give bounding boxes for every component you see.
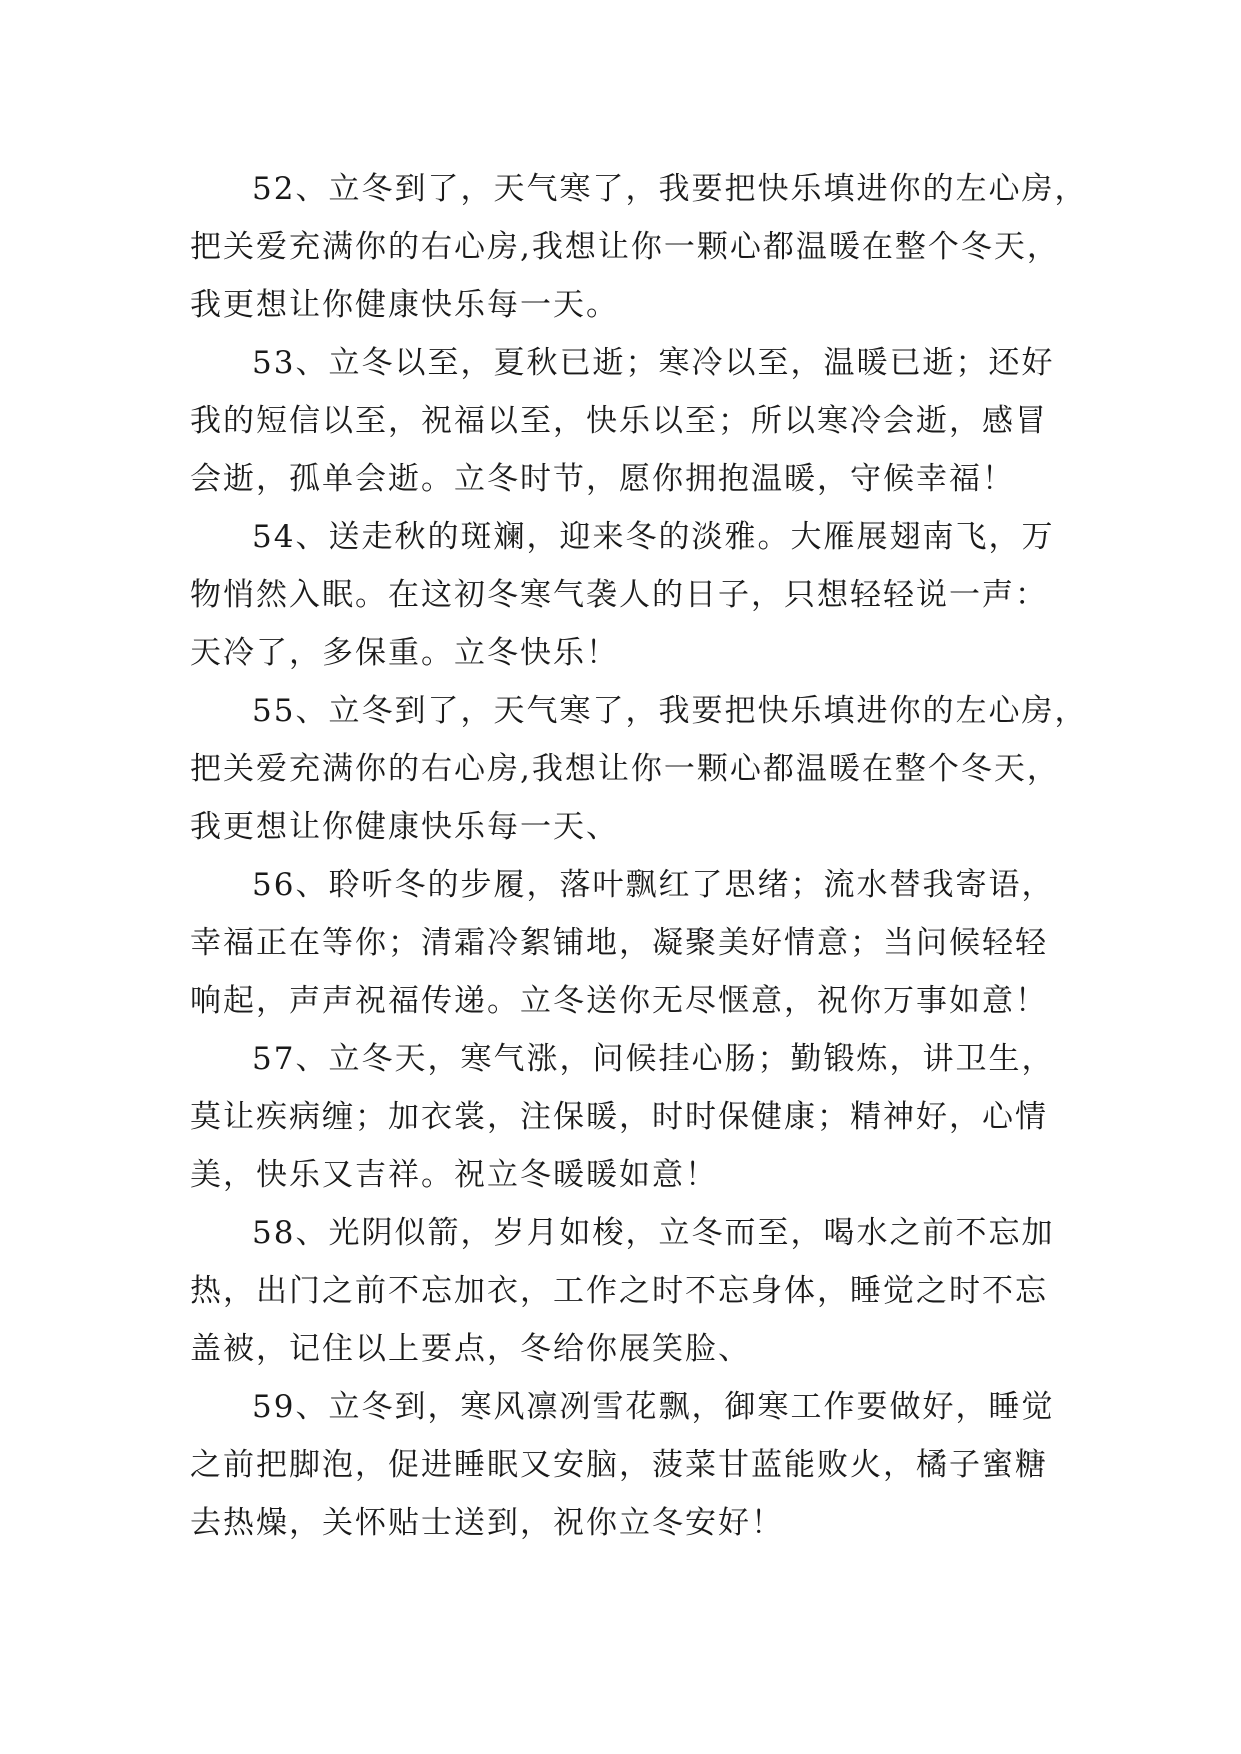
paragraph-53 bbox=[190, 334, 1090, 508]
paragraph-line: 幸福正在等你；清霜冷絮铺地，凝聚美好情意；当问候轻轻 bbox=[190, 925, 1048, 961]
paragraph-line: 53、立冬以至，夏秋已逝；寒冷以至，温暖已逝；还好 bbox=[252, 345, 1055, 381]
paragraph-52 bbox=[190, 160, 1090, 334]
paragraph-line: 把关爱充满你的右心房,我想让你一颗心都温暖在整个冬天， bbox=[190, 751, 1060, 787]
paragraph-line: 58、光阴似箭，岁月如梭，立冬而至，喝水之前不忘加 bbox=[252, 1215, 1055, 1251]
paragraph-line: 我更想让你健康快乐每一天。 bbox=[190, 287, 619, 323]
paragraph-59 bbox=[190, 1378, 1090, 1552]
paragraph-line: 热，出门之前不忘加衣，工作之时不忘身体，睡觉之时不忘 bbox=[190, 1273, 1048, 1309]
paragraph-line: 55、立冬到了，天气寒了，我要把快乐填进你的左心房， bbox=[252, 693, 1088, 729]
paragraph-line: 59、立冬到，寒风凛冽雪花飘，御寒工作要做好，睡觉 bbox=[252, 1389, 1055, 1425]
paragraph-line: 56、聆听冬的步履，落叶飘红了思绪；流水替我寄语， bbox=[252, 867, 1055, 903]
document-body bbox=[190, 160, 1090, 1552]
paragraph-58 bbox=[190, 1204, 1090, 1378]
paragraph-line: 去热燥，关怀贴士送到，祝你立冬安好！ bbox=[190, 1505, 784, 1541]
paragraph-line: 之前把脚泡，促进睡眠又安脑，菠菜甘蓝能败火，橘子蜜糖 bbox=[190, 1447, 1048, 1483]
paragraph-line: 我更想让你健康快乐每一天、 bbox=[190, 809, 619, 845]
paragraph-line: 天冷了，多保重。立冬快乐！ bbox=[190, 635, 619, 671]
paragraph-55 bbox=[190, 682, 1090, 856]
paragraph-line: 我的短信以至，祝福以至，快乐以至；所以寒冷会逝，感冒 bbox=[190, 403, 1048, 439]
paragraph-54 bbox=[190, 508, 1090, 682]
paragraph-56 bbox=[190, 856, 1090, 1030]
paragraph-line: 会逝，孤单会逝。立冬时节，愿你拥抱温暖，守候幸福！ bbox=[190, 461, 1015, 497]
paragraph-line: 把关爱充满你的右心房,我想让你一颗心都温暖在整个冬天， bbox=[190, 229, 1060, 265]
paragraph-57 bbox=[190, 1030, 1090, 1204]
paragraph-line: 52、立冬到了，天气寒了，我要把快乐填进你的左心房， bbox=[252, 171, 1088, 207]
paragraph-line: 盖被，记住以上要点，冬给你展笑脸、 bbox=[190, 1331, 751, 1367]
paragraph-line: 莫让疾病缠；加衣裳，注保暖，时时保健康；精神好，心情 bbox=[190, 1099, 1048, 1135]
paragraph-line: 物悄然入眠。在这初冬寒气袭人的日子，只想轻轻说一声： bbox=[190, 577, 1048, 613]
paragraph-line: 57、立冬天，寒气涨，问候挂心肠；勤锻炼，讲卫生， bbox=[252, 1041, 1055, 1077]
paragraph-line: 54、送走秋的斑斓，迎来冬的淡雅。大雁展翅南飞，万 bbox=[252, 519, 1055, 555]
paragraph-line: 美，快乐又吉祥。祝立冬暖暖如意！ bbox=[190, 1157, 718, 1193]
paragraph-line: 响起，声声祝福传递。立冬送你无尽惬意，祝你万事如意！ bbox=[190, 983, 1048, 1019]
